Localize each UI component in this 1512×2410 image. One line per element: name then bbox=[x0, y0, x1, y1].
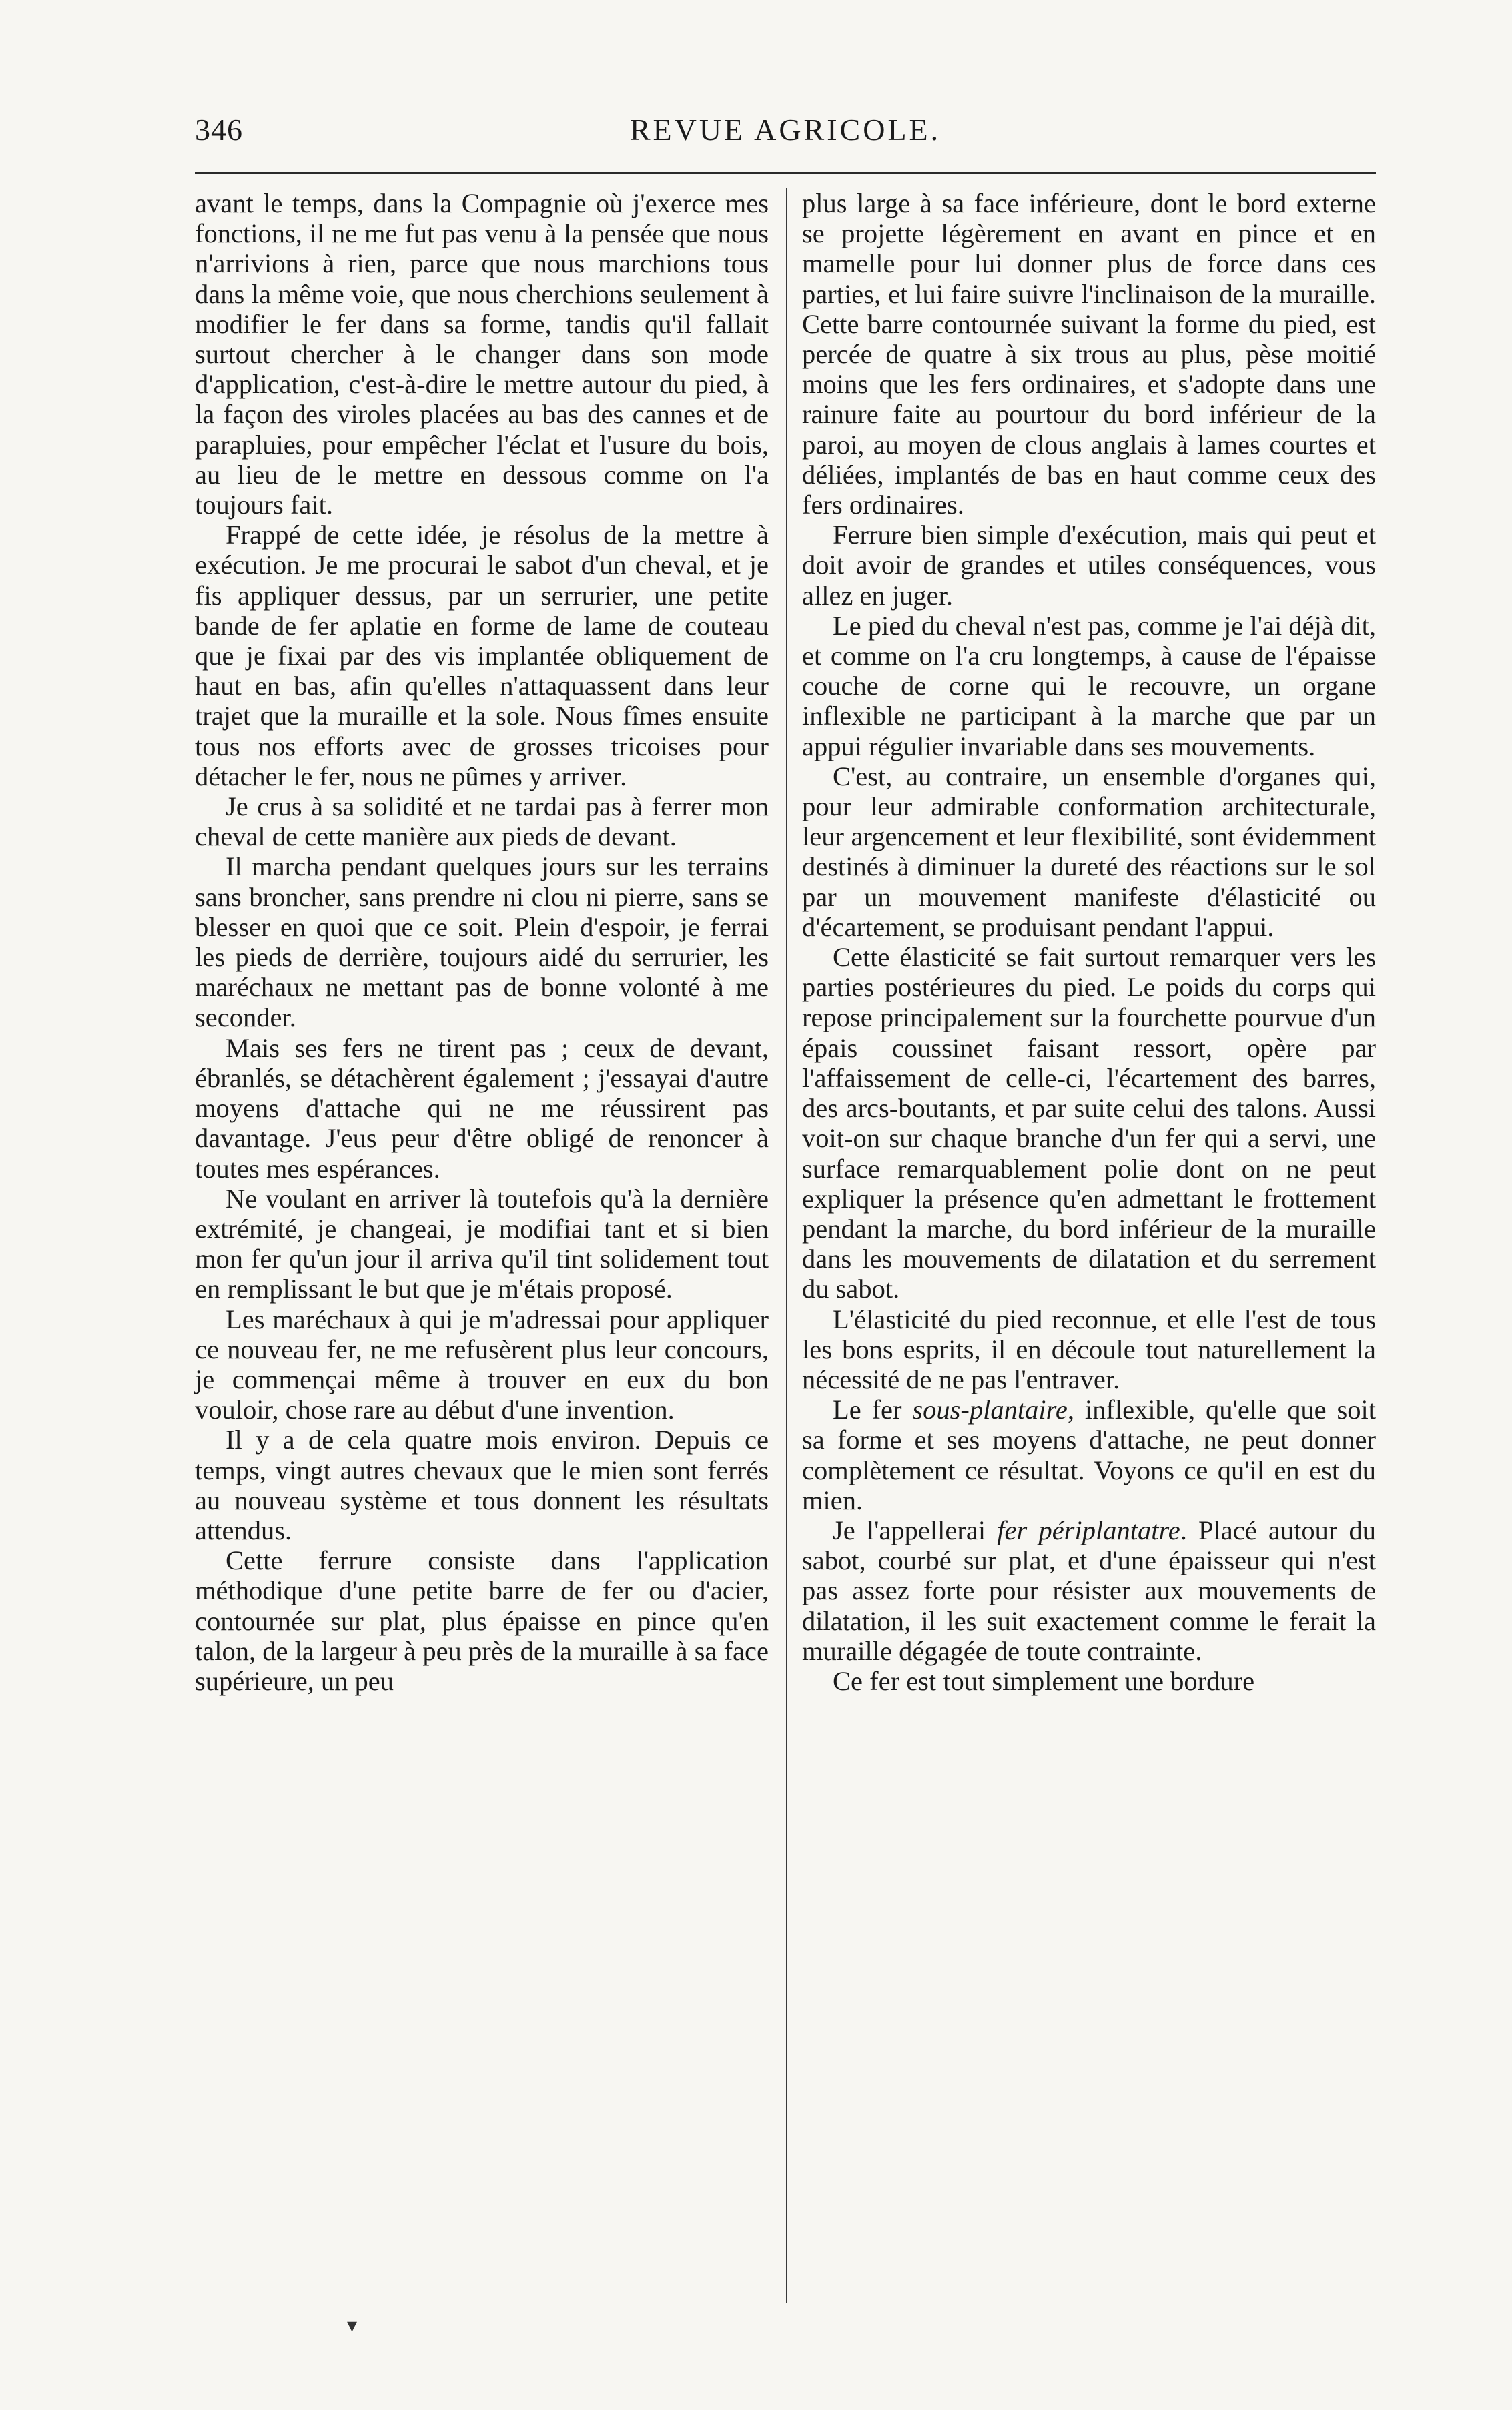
right-column bbox=[802, 188, 1376, 1696]
footer-mark: ▾ bbox=[347, 2315, 358, 2337]
paragraph: Cette élasticité se fait surtout remarquer vers les parties postérieures du pied. Le poids du corps qui repose principalement sur la fourchette pourvue d'un épais coussinet faisant ressort, opère par l'affaissement de celle-ci, l'écartement des barres, des arcs-boutants, et par suite celui des talons. Aussi voit-on sur chaque branche d'un fer qui a servi, une surface remarquablement polie dont on ne peut expliquer la présence qu'en admettant le frottement pendant la marche, du bord inférieur de la muraille dans les mouvements de dilatation et du serrement du sabot. bbox=[802, 942, 1376, 1304]
paragraph: L'élasticité du pied reconnue, et elle l'est de tous les bons esprits, il en découle tout naturellement la nécessité de ne pas l'entraver. bbox=[802, 1304, 1376, 1394]
left-column bbox=[195, 188, 769, 1696]
italic-term: fer périplantatre bbox=[997, 1515, 1180, 1545]
paragraph: Il y a de cela quatre mois environ. Depuis ce temps, vingt autres chevaux que le mien sont ferrés au nouveau système et tous donnent les résultats attendus. bbox=[195, 1425, 769, 1545]
running-title: REVUE AGRICOLE. bbox=[629, 113, 941, 147]
text-run: . Placé autour du sabot, courbé sur plat, et d'une épaisseur qui n'est pas assez forte pour résister aux mouvements de dilatation, il les suit exactement comme le ferait la muraille dégagée de toute contrainte. bbox=[802, 1515, 1377, 1666]
paragraph: plus large à sa face inférieure, dont le bord externe se projette légèrement en avant en pince et en mamelle pour lui donner plus de force dans ces parties, et lui faire suivre l'inclinaison de la muraille. Cette barre contournée suivant la forme du pied, est percée de quatre à six trous au plus, pèse moitié moins que les fers ordinaires, et s'adopte dans une rainure faite au pourtour du bord inférieur de la paroi, au moyen de clous anglais à lames courtes et déliées, implantés de bas en haut comme ceux des fers ordinaires. bbox=[802, 188, 1376, 520]
header-rule bbox=[195, 172, 1376, 174]
paragraph bbox=[802, 1394, 1376, 1515]
paragraph: C'est, au contraire, un ensemble d'organes qui, pour leur admirable conformation architecturale, leur argencement et leur flexibilité, sont évidemment destinés à diminuer la dureté des réactions sur le sol par un mouvement manifeste d'élasticité ou d'écartement, se produisant pendant l'appui. bbox=[802, 761, 1376, 942]
paragraph: Cette ferrure consiste dans l'application méthodique d'une petite barre de fer ou d'acier, contournée sur plat, plus épaisse en pince qu'en talon, de la largeur à peu près de la muraille à sa face supérieure, un peu bbox=[195, 1545, 769, 1696]
paragraph: Les maréchaux à qui je m'adressai pour appliquer ce nouveau fer, ne me refusèrent plus leur concours, je commençai même à trouver en eux du bon vouloir, chose rare au début d'une invention. bbox=[195, 1304, 769, 1425]
paragraph: Ce fer est tout simplement une bordure bbox=[833, 1665, 1255, 1696]
italic-term: sous-plantaire bbox=[912, 1394, 1068, 1425]
paragraph: Ne voulant en arriver là toutefois qu'à la dernière extrémité, je changeai, je modifiai tant et si bien mon fer qu'un jour il arriva qu'il tint solidement tout en remplissant le but que je m'étais proposé. bbox=[195, 1183, 769, 1304]
page-header bbox=[195, 112, 1376, 159]
paragraph bbox=[802, 1515, 1376, 1666]
text-run: Le fer bbox=[833, 1394, 913, 1425]
page-number: 346 bbox=[195, 113, 243, 147]
paragraph: Je crus à sa solidité et ne tardai pas à ferrer mon cheval de cette manière aux pieds de devant. bbox=[195, 791, 769, 852]
paragraph: Le pied du cheval n'est pas, comme je l'ai déjà dit, et comme on l'a cru longtemps, à cause de l'épaisse couche de corne qui le recouvre, un organe inflexible ne participant à la marche que par un appui régulier invariable dans ses mouvements. bbox=[802, 610, 1376, 761]
text-run: , inflexible, qu'elle que soit sa forme et ses moyens d'attache, ne peut donner complètement ce résultat. Voyons ce qu'il en est du mien. bbox=[802, 1394, 1376, 1515]
paragraph: Mais ses fers ne tirent pas ; ceux de devant, ébranlés, se détachèrent également ; j'essayai d'autre moyens d'attache qui ne me réussirent pas davantage. J'eus peur d'être obligé de renoncer à toutes mes espérances. bbox=[195, 1032, 769, 1184]
column-rule bbox=[786, 188, 787, 2303]
paragraph: avant le temps, dans la Compagnie où j'exerce mes fonctions, il ne me fut pas venu à la pensée que nous n'arrivions à rien, parce que nous marchions tous dans la même voie, que nous cherchions seulement à modifier le fer dans sa forme, tandis qu'il fallait surtout chercher à le changer dans son mode d'application, c'est-à-dire le mettre autour du pied, à la façon des viroles placées au bas des cannes et de parapluies, pour empêcher l'éclat et l'usure du bois, au lieu de le mettre en dessous comme on l'a toujours fait. bbox=[195, 188, 769, 520]
paragraph: Il marcha pendant quelques jours sur les terrains sans broncher, sans prendre ni clou ni pierre, sans se blesser en quoi que ce soit. Plein d'espoir, je ferrai les pieds de derrière, toujours aidé du serrurier, les maréchaux ne mettant pas de bonne volonté à me seconder. bbox=[195, 851, 769, 1033]
paragraph: Frappé de cette idée, je résolus de la mettre à exécution. Je me procurai le sabot d'un cheval, et je fis appliquer dessus, par un serrurier, une petite bande de fer aplatie en forme de lame de couteau que je fixai par des vis implantée obliquement de haut en bas, afin qu'elles n'attaquassent dans leur trajet que la muraille et la sole. Nous fîmes ensuite tous nos efforts avec de grosses tricoises pour détacher le fer, nous ne pûmes y arriver. bbox=[195, 520, 769, 791]
text-run: Je l'appellerai bbox=[833, 1515, 998, 1545]
paragraph: Ferrure bien simple d'exécution, mais qui peut et doit avoir de grandes et utiles conséquences, vous allez en juger. bbox=[802, 520, 1376, 611]
